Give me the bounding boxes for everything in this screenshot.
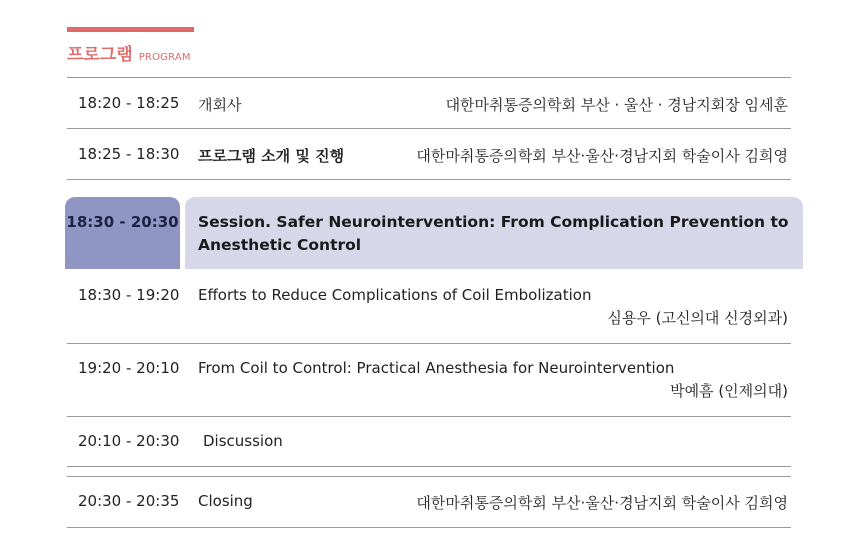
closing-presenter: 대한마취통증의학회 부산·울산·경남지회 학술이사 김희영 <box>416 494 788 512</box>
program-title-ko: 프로그램 <box>67 45 133 65</box>
talk-speaker: 박예흠 (인제의대) <box>670 382 788 400</box>
closing-label: Closing <box>198 492 253 510</box>
row-time: 18:20 - 18:25 <box>78 94 180 112</box>
divider <box>67 77 791 78</box>
talk-time: 20:10 - 20:30 <box>78 432 180 450</box>
talk-time: 19:20 - 20:10 <box>78 359 180 377</box>
talk-row <box>67 286 791 336</box>
divider <box>67 466 791 467</box>
program-title <box>67 40 191 65</box>
divider <box>67 416 791 417</box>
divider <box>67 476 791 477</box>
talk-time: 18:30 - 19:20 <box>78 286 180 304</box>
divider <box>67 527 791 528</box>
talk-title: Discussion <box>203 432 283 450</box>
row-label: 프로그램 소개 및 진행 <box>198 147 345 165</box>
row-presenter: 대한마취통증의학회 부산·울산·경남지회 학술이사 김희영 <box>416 147 788 165</box>
talk-title: From Coil to Control: Practical Anesthesia for Neurointervention <box>198 359 675 377</box>
divider <box>67 128 791 129</box>
talk-title: Efforts to Reduce Complications of Coil Embolization <box>198 286 592 304</box>
closing-time: 20:30 - 20:35 <box>78 492 180 510</box>
talk-row <box>67 359 791 409</box>
program-title-en: PROGRAM <box>138 52 191 63</box>
session-time: 18:30 - 20:30 <box>65 197 180 269</box>
session-title: Session. Safer Neurointervention: From Complication Prevention to Anesthetic Control <box>185 197 803 269</box>
divider <box>67 343 791 344</box>
divider <box>67 179 791 180</box>
row-label: 개회사 <box>198 96 242 114</box>
talk-speaker: 심용우 (고신의대 신경외과) <box>607 309 788 327</box>
row-presenter: 대한마취통증의학회 부산 · 울산 · 경남지회장 임세훈 <box>445 96 788 114</box>
accent-bar <box>67 27 194 32</box>
row-time: 18:25 - 18:30 <box>78 145 180 163</box>
